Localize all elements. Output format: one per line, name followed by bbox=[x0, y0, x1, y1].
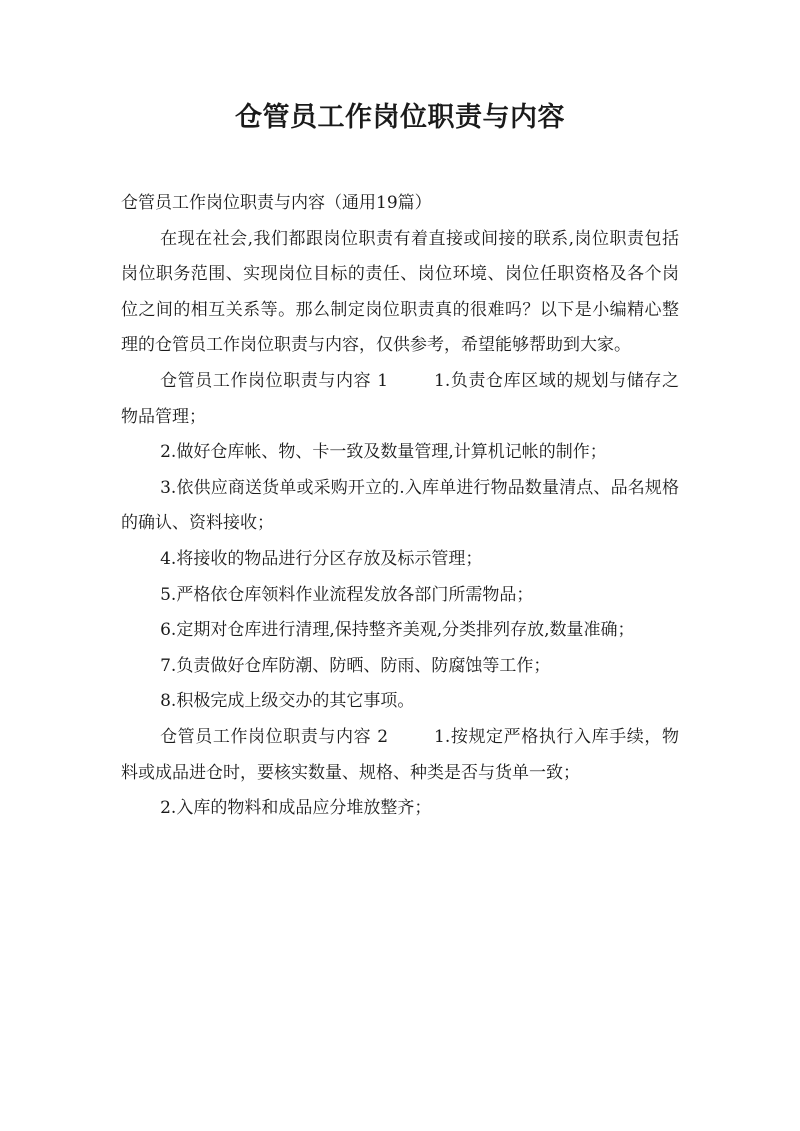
list-item: 6.定期对仓库进行清理,保持整齐美观,分类排列存放,数量准确； bbox=[160, 620, 635, 641]
list-item: 2.做好仓库帐、物、卡一致及数量管理,计算机记帐的制作； bbox=[160, 442, 607, 463]
document-body bbox=[121, 186, 679, 827]
section-2-heading-paragraph bbox=[121, 720, 679, 791]
section-heading: 仓管员工作岗位职责与内容 1 bbox=[160, 370, 389, 391]
section-heading: 仓管员工作岗位职责与内容 2 bbox=[160, 726, 389, 747]
intro-paragraph: 在现在社会,我们都跟岗位职责有着直接或间接的联系,岗位职责包括岗位职务范围、实现岗位目标的责任、岗位环境、岗位任职资格及各个岗位之间的相互关系等。那么制定岗位职责真的很难吗？以下是小编精心整理的仓管员工作岗位职责与内容，仅供参考，希望能够帮助到大家。 bbox=[121, 228, 679, 356]
document-subtitle: 仓管员工作岗位职责与内容（通用19篇） bbox=[121, 193, 432, 213]
section-1-heading-paragraph bbox=[121, 364, 679, 435]
list-item: 2.入库的物料和成品应分堆放整齐； bbox=[160, 798, 432, 819]
list-item: 4.将接收的物品进行分区存放及标示管理； bbox=[160, 548, 483, 569]
list-item: 7.负责做好仓库防潮、防晒、防雨、防腐蚀等工作； bbox=[160, 655, 551, 676]
list-item: 8.积极完成上级交办的其它事项。 bbox=[160, 691, 415, 712]
document-title: 仓管员工作岗位职责与内容 bbox=[235, 102, 565, 133]
list-item: 1.按规定严格执行入库手续，物料或成品进仓时，要核实数量、规格、种类是否与货单一致； bbox=[121, 726, 679, 783]
list-item: 5.严格依仓库领料作业流程发放各部门所需物品； bbox=[160, 584, 534, 605]
list-item: 3.依供应商送货单或采购开立的.入库单进行物品数量清点、品名规格的确认、资料接收； bbox=[121, 477, 679, 534]
list-item: 1.负责仓库区域的规划与储存之物品管理； bbox=[121, 370, 679, 427]
